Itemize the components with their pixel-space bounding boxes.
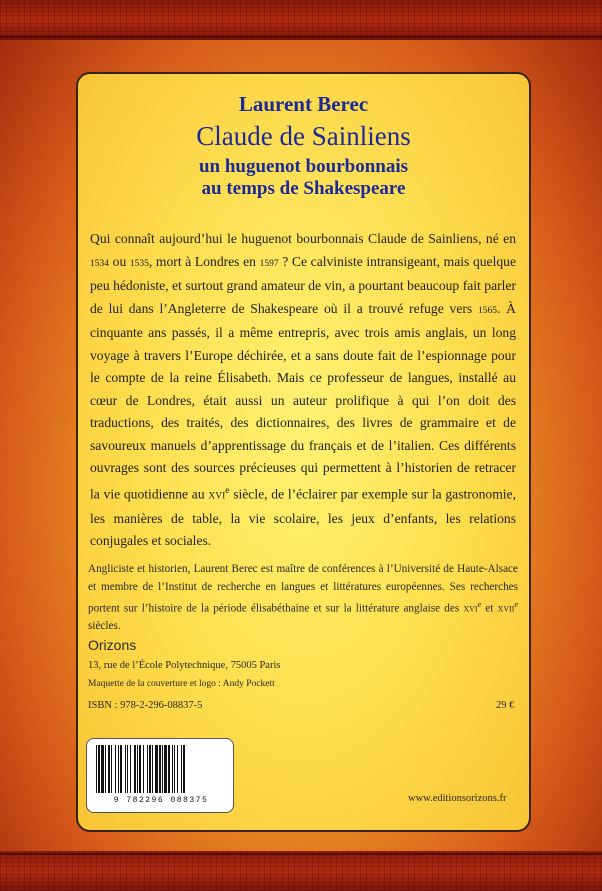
barcode-bar	[162, 745, 163, 793]
book-summary	[90, 228, 516, 553]
publisher-address: 13, rue de l’École Polytechnique, 75005 Paris	[88, 660, 281, 671]
summary-text: Qui connaît aujourd’hui le huguenot bourbonnais Claude de Sainliens, né en	[90, 231, 516, 246]
bio-century: XVI	[463, 604, 478, 614]
barcode-bar	[125, 745, 126, 793]
book-title: Claude de Sainliens	[196, 121, 411, 151]
barcode-bar	[155, 745, 158, 793]
publisher-name: Orizons	[88, 637, 137, 653]
price: 29 €	[496, 700, 515, 711]
barcode-bar	[152, 745, 153, 793]
barcode-bar	[120, 745, 122, 793]
isbn: ISBN : 978-2-296-08837-5	[88, 700, 203, 711]
barcode-bar	[183, 745, 185, 793]
summary-text: ? Ce calviniste intransigeant, mais quelque peu hédoniste, et surtout grand amateur de vin, a pourtant beaucoup fait parler de lui dans l’Angleterre de Shakespeare où il a trouvé refuge vers	[90, 253, 516, 316]
barcode-digits: 9 782296 088375	[113, 796, 209, 805]
subtitle-line-2: au temps de Shakespeare	[201, 178, 406, 199]
barcode-bar	[174, 745, 175, 793]
barcode-bar	[98, 745, 100, 793]
book-subtitle	[76, 156, 531, 200]
bio-text: siècles.	[88, 620, 121, 633]
top-decorative-band	[0, 0, 602, 40]
barcode-bar	[139, 745, 141, 793]
barcode-bar	[149, 745, 151, 793]
barcode	[94, 745, 226, 795]
author-name: Laurent Berec	[238, 92, 369, 116]
barcode-bar	[118, 745, 119, 793]
summary-text: , mort à Londres en	[148, 253, 260, 269]
barcode-bar	[127, 745, 128, 793]
barcode-bar	[108, 745, 110, 793]
barcode-bar	[130, 745, 131, 793]
bottom-decorative-band	[0, 851, 602, 891]
barcode-bar	[101, 745, 104, 793]
barcode-bar	[137, 745, 138, 793]
barcode-bar	[105, 745, 106, 793]
summary-text: siècle, de l’éclairer par exemple sur la gastronomie, les manières de table, la vie scolaire, les jeux d’enfants, les relations conjugales et sociales.	[90, 486, 516, 549]
barcode-bar	[96, 745, 97, 793]
cover-credits: Maquette de la couverture et logo : Andy Pockett	[88, 679, 275, 689]
barcode-bar	[134, 745, 136, 793]
barcode-bar	[181, 745, 182, 793]
barcode-bar	[115, 745, 116, 793]
bio-text: Angliciste et historien, Laurent Berec est maître de conférences à l’Université de Haute-Alsace et membre de l’Institut de recherche en langues et littératures européennes. Ses recherches portent sur l’histoire de la période élisabéthaine et sur la littérature anglaise des	[88, 563, 518, 615]
summary-century-sup: e	[225, 485, 230, 496]
summary-text: . À cinquante ans passés, il a même entrepris, avec trois amis anglais, un long voyage à travers l’Europe déchirée, et a sans doute fait de l’espionnage pour le compte de la reine Élisabeth. Mais ce professeur de langues, installé au cœur de Londres, était aussi un auteur prolifique à qui l’on doit des traductions, des traités, des dictionnaires, des livres de grammaire et de savoureux manuels d’apprentissage du français et de l’italien. Ces différents ouvrages sont des sources précieuses qui permettent à l’historien de retracer la vie quotidienne au	[90, 300, 516, 502]
barcode-bar	[159, 745, 161, 793]
barcode-bar	[164, 745, 167, 793]
barcode-bar	[168, 745, 170, 793]
bio-century-sup: e	[514, 600, 518, 609]
author-bio	[88, 561, 518, 636]
barcode-bar	[111, 745, 112, 793]
barcode-bar	[172, 745, 173, 793]
summary-year: 1597	[259, 258, 279, 269]
publisher-website[interactable]: www.editionsorizons.fr	[408, 793, 507, 804]
barcode-bar	[177, 745, 178, 793]
summary-year: 1534	[90, 258, 109, 269]
bio-century: XVII	[497, 604, 515, 614]
subtitle-line-1: un huguenot bourbonnais	[198, 156, 409, 177]
summary-century: XVI	[208, 491, 226, 502]
barcode-bar	[143, 745, 144, 793]
bio-text: et	[481, 602, 498, 615]
summary-text: ou	[109, 253, 130, 269]
bio-century-sup: e	[477, 600, 482, 609]
barcode-bar	[147, 745, 148, 793]
summary-year: 1535	[129, 258, 149, 269]
summary-year: 1565	[477, 305, 497, 316]
